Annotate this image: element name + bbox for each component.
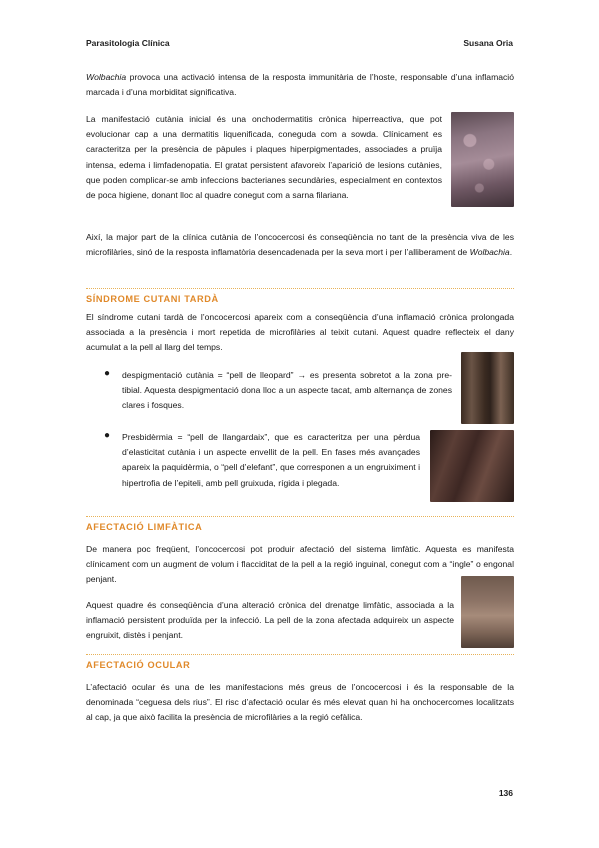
header-title: Parasitologia Clínica xyxy=(86,38,170,48)
ocular-paragraph: L’afectació ocular és una de les manifestacions més greus de l’oncocercosi i és la responsable de la denominada “ceguesa dels rius”. El risc d’afectació ocular és més elevat quan hi ha onchocercomes localitzats al cap, ja que això facilita la presència de microfilàries a la regió cefàlica. xyxy=(86,682,514,723)
intro-paragraph xyxy=(86,70,514,100)
initial-manifestation-paragraph: La manifestació cutània inicial és una onchodermatitis crònica hiperreactiva, que pot evolucionar cap a una dermatitis liquenificada, coneguda com a sowda. Clínicament es caracteritza per la presència de pàpules i plaques hiperpigmentades, associades a pruïja intensa, edema i limfadenopatia. El gratat persistent afavoreix l’aparició de lesions cutànies, que poden complicar-se amb infeccions bacterianes secundàries, especialment en contextos de poca higiene, donant lloc al quadre conegut com a sarna filariana. xyxy=(86,114,442,201)
bullet-item-lizard-skin: Presbidèrmia = “pell de llangardaix”, que es caracteritza per una pèrdua d’elasticitat cutània i un aspecte envellit de la pell. En fases més avançades apareix la paquidèrmia, o “pell d’elefant”, que corresponen a un engruiximent i hipertrofia de l’epiteli, amb pell gruixuda, rígida i plegada. xyxy=(122,432,420,488)
skin-lesion-photo xyxy=(451,112,514,207)
bullet-icon: ● xyxy=(104,368,111,379)
wolbachia-italic: Wolbachia xyxy=(86,72,127,82)
bullet-icon: ● xyxy=(104,430,111,441)
section-title-late: SÍNDROME CUTANI TARDÀ xyxy=(86,288,514,304)
header-author: Susana Oria xyxy=(463,38,513,48)
depigmented-legs-photo xyxy=(461,352,514,424)
majority-end: . xyxy=(509,247,513,258)
hanging-groin-photo xyxy=(461,576,514,648)
section-title-ocular: AFECTACIÓ OCULAR xyxy=(86,654,514,670)
page-number: 136 xyxy=(498,788,513,798)
section-title-lymphatic: AFECTACIÓ LIMFÀTICA xyxy=(86,516,514,532)
lymphatic-paragraph-2: Aquest quadre és conseqüència d’una alteració crònica del drenatge limfàtic, associada a la inflamació persistent produïda per la infecció. La pell de la zona afectada adquireix un aspecte engruixit, distès i penjant. xyxy=(86,600,454,641)
majority-paragraph xyxy=(86,230,514,260)
intro-text: provoca una activació intensa de la resposta immunitària de l’hoste, responsable d’una inflamació marcada i d’una morbiditat significativa. xyxy=(86,72,514,98)
wolbachia-italic-2: Wolbachia xyxy=(469,247,510,258)
majority-text: Així, la major part de la clínica cutània de l’oncocercosi és conseqüència no tant de la presència viva de les microfilàries, sinó de la resposta inflamatòria desencadenada per la seva mort i per l’alliberament de xyxy=(86,232,514,258)
pachydermia-photo xyxy=(430,430,514,502)
lymphatic-paragraph-1: De manera poc freqüent, l’oncocercosi pot produir afectació del sistema limfàtic. Aquesta es manifesta clínicament com un augment de volum i flacciditat de la pell a la regió inguinal, conegut com a “ingle” o engonal penjant. xyxy=(86,544,514,585)
late-intro-paragraph: El síndrome cutani tardà de l’oncocercosi apareix com a conseqüència d’una inflamació crònica prolongada associada a la presència i mort repetida de microfilàries al teixit cutani. Aquest quadre reflecteix el dany acumulat a la pell al llarg del temps. xyxy=(86,312,514,353)
bullet-item-leopard-skin: despigmentació cutània = “pell de lleopard” → es presenta sobretot a la zona pre-tibial. Aquesta despigmentació dona lloc a un aspecte tacat, amb alternança de zones clares i fosques. xyxy=(122,370,452,411)
